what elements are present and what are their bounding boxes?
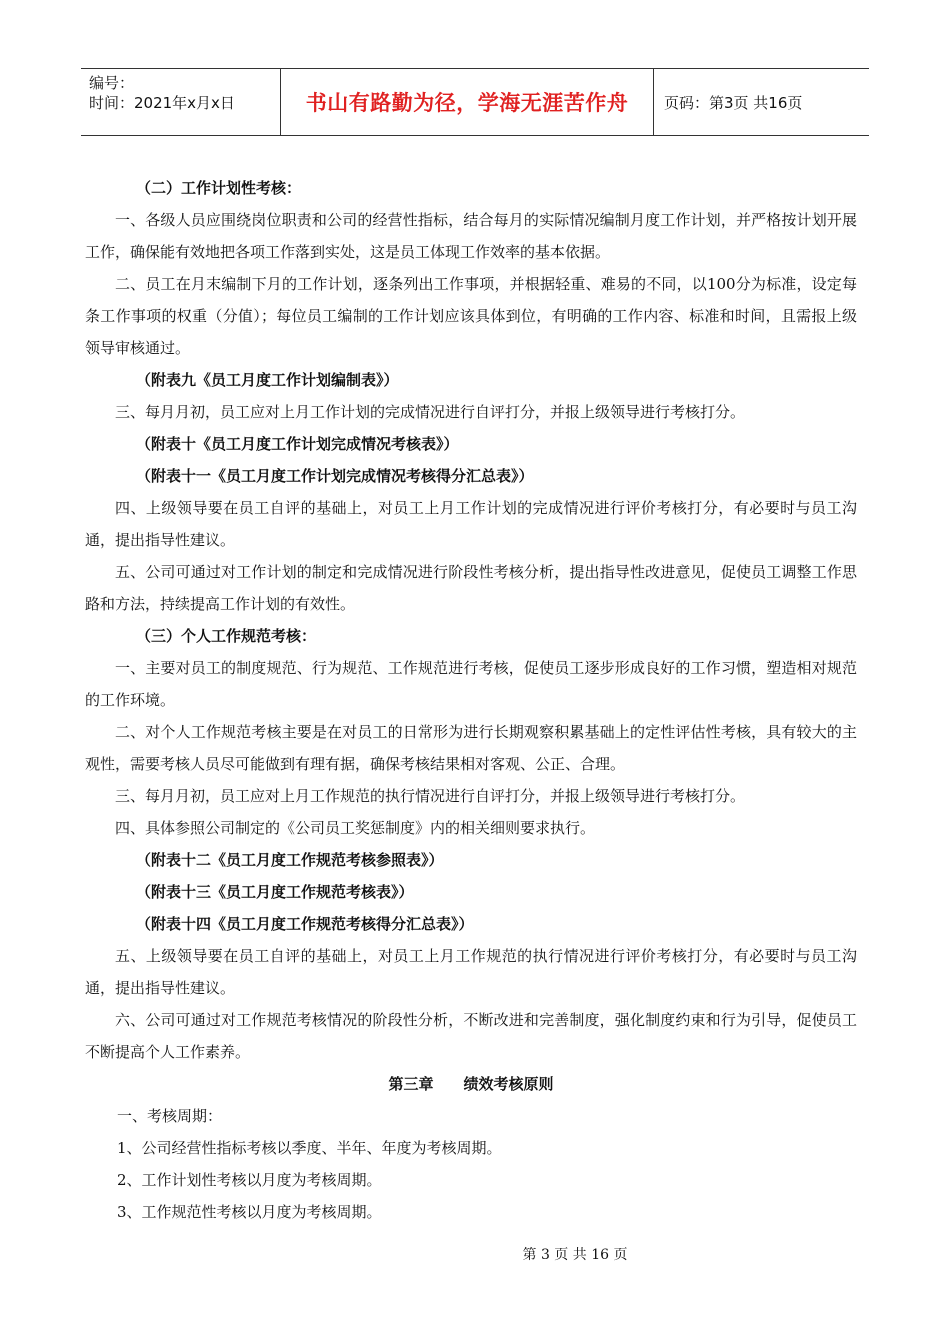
paragraph: 一、各级人员应围绕岗位职责和公司的经营性指标，结合每月的实际情况编制月度工作计划，并严格按计划开展工作，确保能有效地把各项工作落到实处，这是员工体现工作效率的基本依据。 (85, 211, 857, 261)
attachment-reference: （附表十《员工月度工作计划完成情况考核表》） (136, 435, 459, 453)
list-heading: 一、考核周期： (117, 1107, 223, 1125)
paragraph: 六、公司可通过对工作规范考核情况的阶段性分析，不断改进和完善制度，强化制度约束和行为引导，促使员工不断提高个人工作素养。 (85, 1011, 857, 1061)
chapter-number: 第三章 (388, 1075, 434, 1093)
paragraph: 二、对个人工作规范考核主要是在对员工的日常形为进行长期观察积累基础上的定性评估性考核，具有较大的主观性，需要考核人员尽可能做到有理有据，确保考核结果相对客观、公正、合理。 (85, 723, 857, 773)
attachment-reference: （附表十三《员工月度工作规范考核表》） (136, 883, 414, 901)
paragraph: 三、每月月初，员工应对上月工作计划的完成情况进行自评打分，并报上级领导进行考核打分。 (115, 403, 746, 421)
header-meta-cell (81, 69, 281, 135)
document-time-label: 时间：2021年x月x日 (89, 94, 235, 112)
paragraph: 三、每月月初，员工应对上月工作规范的执行情况进行自评打分，并报上级领导进行考核打分。 (115, 787, 746, 805)
list-item: 2、工作计划性考核以月度为考核周期。 (117, 1171, 382, 1189)
paragraph: 四、具体参照公司制定的《公司员工奖惩制度》内的相关细则要求执行。 (115, 819, 596, 837)
list-item: 1、公司经营性指标考核以季度、半年、年度为考核周期。 (117, 1139, 502, 1157)
header-motto-cell (281, 69, 654, 135)
header-motto: 书山有路勤为径，学海无涯苦作舟 (305, 91, 629, 115)
document-header (81, 68, 869, 136)
section-heading: （二）工作计划性考核： (136, 179, 302, 197)
paragraph: 二、员工在月末编制下月的工作计划，逐条列出工作事项，并根据轻重、难易的不同，以100分为标准，设定每条工作事项的权重（分值）；每位员工编制的工作计划应该具体到位，有明确的工作内容、标准和时间，且需报上级领导审核通过。 (85, 275, 857, 357)
paragraph: 五、上级领导要在员工自评的基础上，对员工上月工作规范的执行情况进行评价考核打分，有必要时与员工沟通，提出指导性建议。 (85, 947, 857, 997)
document-body (85, 172, 857, 1228)
attachment-reference: （附表九《员工月度工作计划编制表》） (136, 371, 399, 389)
attachment-reference: （附表十二《员工月度工作规范考核参照表》） (136, 851, 444, 869)
paragraph: 一、主要对员工的制度规范、行为规范、工作规范进行考核，促使员工逐步形成良好的工作习惯，塑造相对规范的工作环境。 (85, 659, 857, 709)
paragraph: 四、上级领导要在员工自评的基础上，对员工上月工作计划的完成情况进行评价考核打分，有必要时与员工沟通，提出指导性建议。 (85, 499, 857, 549)
page-footer (0, 1244, 950, 1264)
footer-page-number: 第 3 页 共 16 页 (522, 1247, 628, 1263)
attachment-reference: （附表十一《员工月度工作计划完成情况考核得分汇总表》） (136, 467, 534, 485)
attachment-reference: （附表十四《员工月度工作规范考核得分汇总表》） (136, 915, 474, 933)
chapter-heading (85, 1068, 857, 1100)
header-page-info: 页码：第3页 共16页 (664, 93, 803, 112)
section-heading: （三）个人工作规范考核： (136, 627, 317, 645)
list-item: 3、工作规范性考核以月度为考核周期。 (117, 1203, 382, 1221)
document-number-label: 编号： (89, 74, 135, 92)
chapter-title: 绩效考核原则 (463, 1075, 554, 1093)
header-page-cell (654, 69, 869, 135)
paragraph: 五、公司可通过对工作计划的制定和完成情况进行阶段性考核分析，提出指导性改进意见，促使员工调整工作思路和方法，持续提高工作计划的有效性。 (85, 563, 857, 613)
